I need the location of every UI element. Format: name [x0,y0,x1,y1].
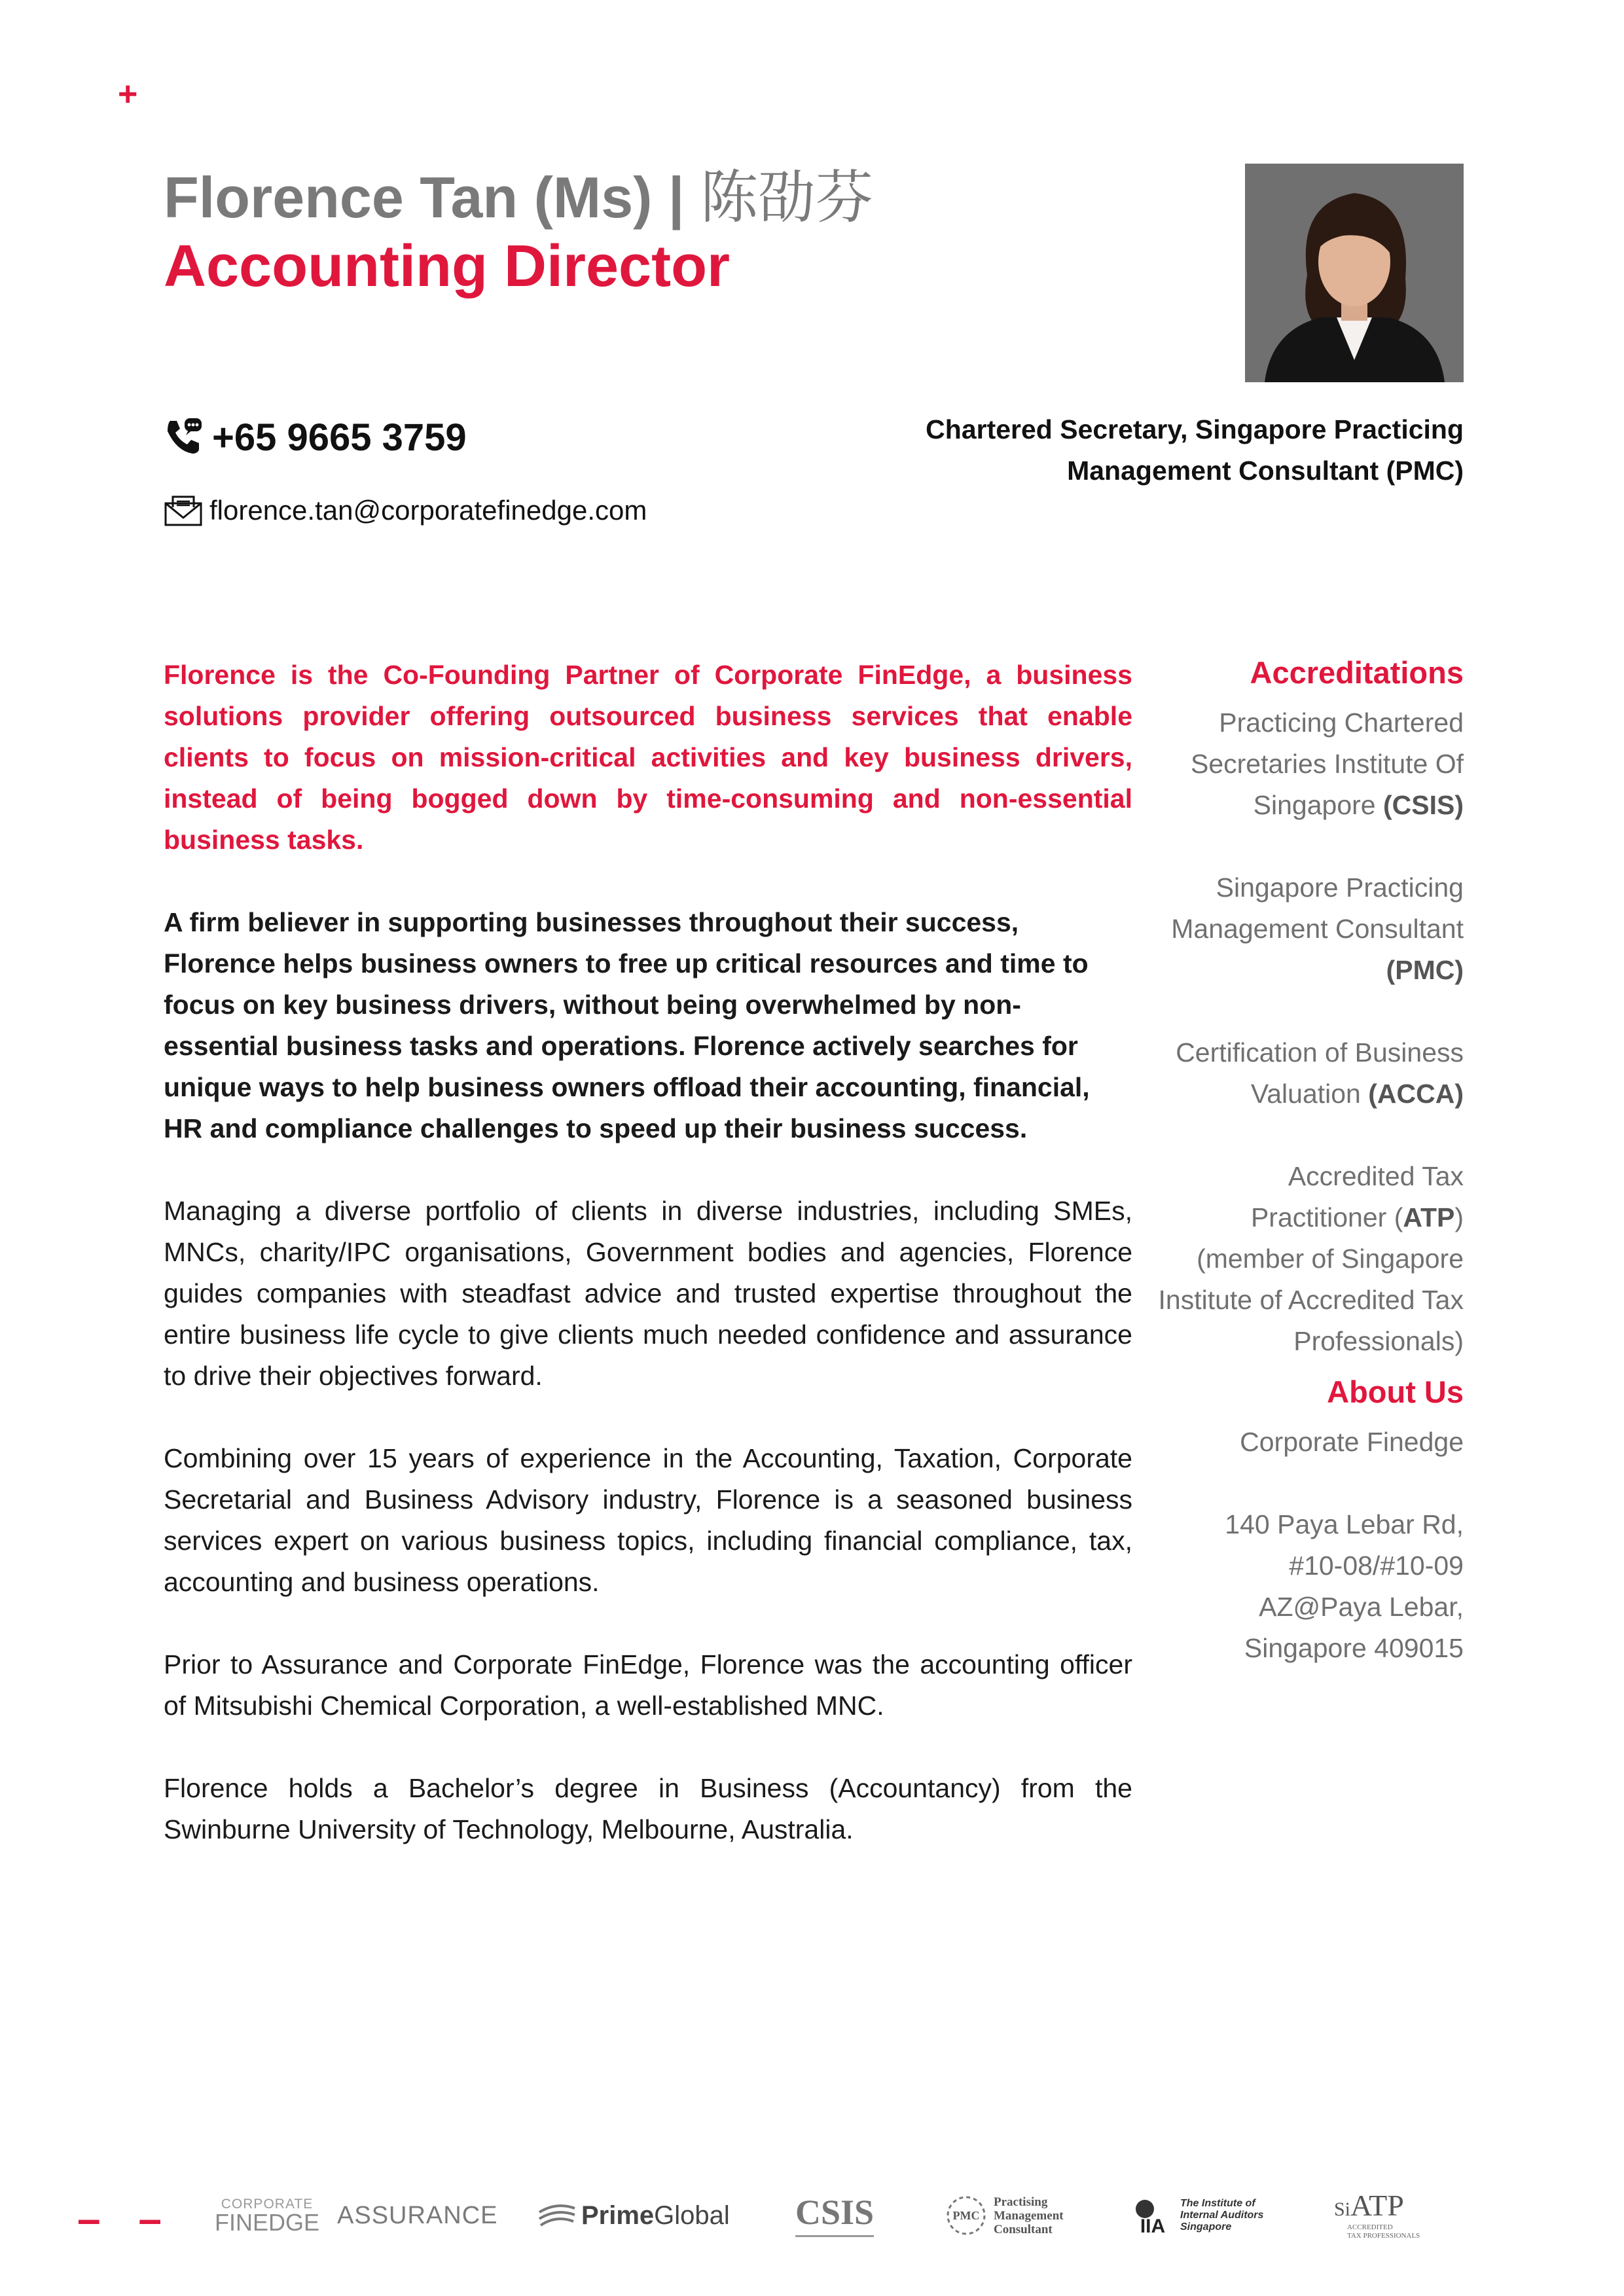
bio-portfolio-paragraph: Managing a diverse portfolio of clients in diverse industries, including SMEs, MNCs, charity/IPC organisations, Government bodies and agencies, Florence guides companies with steadfast advice and trusted expertise throughout the entire business life cycle to give clients much needed confidence and assurance to drive their objectives forward. [164,1196,1132,1391]
corner-plus-mark: + [118,75,138,113]
phone-chat-icon [164,417,204,457]
address-line: 140 Paya Lebar Rd, [1225,1509,1464,1539]
credential-line: Chartered Secretary, Singapore Practicing Management Consultant (PMC) [926,414,1464,486]
bio-belief-paragraph: A firm believer in supporting businesses throughout their success, Florence helps business owners to free up critical resources and time to focus on key business drivers, without being overwhelmed by non-essential business tasks and operations. Florence actively searches for unique ways to help business owners offload their accounting, financial, HR and compliance challenges to speed up their business success. [164,907,1090,1143]
profile-photo [1245,164,1464,382]
iia-logo: IIA The Institute of Internal Auditors Singapore [1129,2179,1263,2251]
address-line: #10-08/#10-09 [1289,1551,1464,1581]
accreditations-heading: Accreditations [1250,655,1464,690]
pmc-badge-icon [943,2192,990,2239]
envelope-icon [164,494,203,527]
assurance-logo: ASSURANCE [337,2201,498,2229]
svg-text:IIA: IIA [1140,2215,1166,2235]
bio-experience-paragraph: Combining over 15 years of experience in the Accounting, Taxation, Corporate Secretarial and Business Advisory industry, Florence is a seasoned business services expert on various business topics, including financial compliance, tax, accounting and business operations. [164,1443,1132,1597]
email-address[interactable] [164,490,647,531]
iia-globe-icon [1129,2196,1176,2235]
address-line: AZ@Paya Lebar, [1259,1592,1464,1622]
footer-dashes: – – [77,2195,175,2242]
accreditation-item: Practicing Chartered Secretaries Institute Of Singapore (CSIS) [1190,708,1464,820]
csis-logo: CSIS [795,2189,874,2237]
phone-number-text: +65 9665 3759 [212,416,467,459]
svg-text:PMC: PMC [952,2209,980,2222]
about-us-heading: About Us [1327,1374,1464,1409]
company-name: Corporate Finedge [1240,1427,1464,1457]
accreditation-item: Accredited Tax Practitioner (ATP) (member of Singapore Institute of Accredited Tax Professionals) [1158,1161,1464,1356]
person-name-latin: Florence Tan (Ms) | [164,165,700,230]
primeglobal-logo: Prime Global [537,2179,730,2251]
biography [164,655,1132,1892]
bio-intro-paragraph: Florence is the Co-Founding Partner of Corporate FinEdge, a business solutions provider offering outsourced business services that enable clients to focus on mission-critical activities and key business drivers, instead of being bogged down by time-consuming and non-essential business tasks. [164,660,1132,855]
email-text: florence.tan@corporatefinedge.com [209,495,647,526]
company-address [1156,1504,1464,1669]
sidebar [1156,652,1464,1669]
primeglobal-swirl-icon [537,2199,577,2232]
person-name-chinese: 陈劭芬 [700,165,873,230]
bio-prior-paragraph: Prior to Assurance and Corporate FinEdge, Florence was the accounting officer of Mitsubishi Chemical Corporation, a well-established MNC. [164,1649,1132,1721]
phone-number[interactable] [164,411,467,463]
accreditation-item: Certification of Business Valuation (ACCA) [1176,1037,1464,1109]
accreditation-item: Singapore Practicing Management Consultant (PMC) [1171,872,1464,985]
pmc-logo: PMC Practising Management Consultant [943,2179,1064,2251]
siatp-logo: SiATP ACCREDITED TAX PROFESSIONALS [1334,2189,1420,2240]
bio-education-paragraph: Florence holds a Bachelor’s degree in Business (Accountancy) from the Swinburne University of Technology, Melbourne, Australia. [164,1773,1132,1844]
person-name [164,152,873,234]
address-line: Singapore 409015 [1244,1633,1464,1663]
corporate-finedge-logo: CORPORATE FINEDGE [215,2196,320,2236]
job-title: Accounting Director [164,234,731,299]
portrait-image [1245,164,1464,382]
